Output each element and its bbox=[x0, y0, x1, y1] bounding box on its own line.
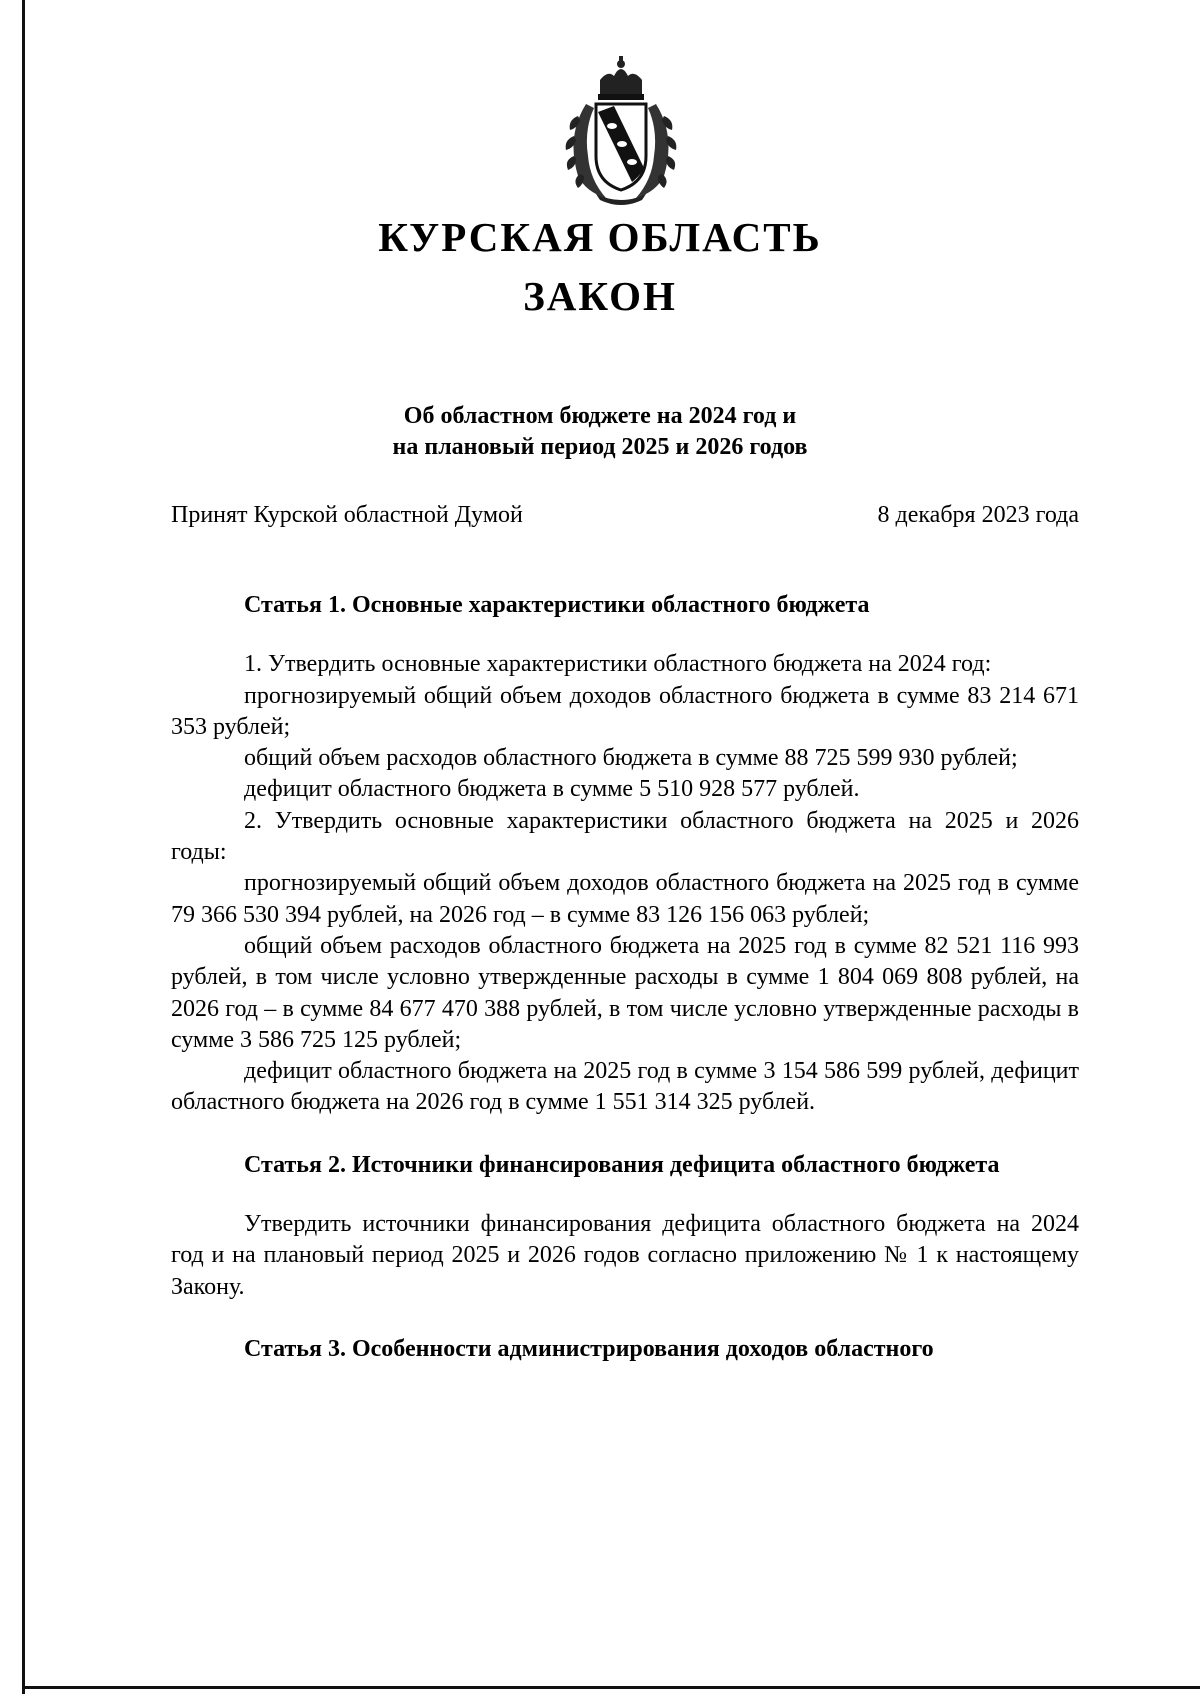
law-name bbox=[0, 401, 1200, 463]
article-1-paragraph: прогнозируемый общий объем доходов областного бюджета в сумме 83 214 671 353 рублей; bbox=[171, 682, 1079, 740]
region-title: КУРСКАЯ ОБЛАСТЬ bbox=[378, 214, 822, 260]
document-body bbox=[171, 590, 1079, 1365]
article-2-paragraph: Утвердить источники финансирования дефицита областного бюджета на 2024 год и на плановый период 2025 и 2026 годов согласно приложению № 1 к настоящему Закону. bbox=[171, 1211, 1079, 1300]
coat-of-arms-icon bbox=[556, 56, 686, 206]
article-1-paragraph: дефицит областного бюджета на 2025 год в сумме 3 154 586 599 рублей, дефицит областного бюджета на 2026 год в сумме 1 551 314 325 рублей. bbox=[171, 1058, 1079, 1116]
adoption-date: 8 декабря 2023 года bbox=[877, 502, 1079, 528]
article-1-paragraph: 1. Утвердить основные характеристики областного бюджета на 2024 год: bbox=[244, 651, 992, 678]
article-1-paragraph: прогнозируемый общий объем доходов областного бюджета на 2025 год в сумме 79 366 530 394 рублей, на 2026 год – в сумме 83 126 156 063 рублей; bbox=[171, 870, 1079, 928]
article-1-paragraph: общий объем расходов областного бюджета на 2025 год в сумме 82 521 116 993 рублей, в том числе условно утвержденные расходы в сумме 1 804 069 808 рублей, на 2026 год – в сумме 84 677 470 388 рублей, в том числе условно утвержденные расходы в сумме 3 586 725 125 рублей; bbox=[171, 932, 1079, 1053]
article-3-heading: Статья 3. Особенности администрирования доходов областного bbox=[244, 1335, 934, 1362]
article-1-paragraph: 2. Утвердить основные характеристики областного бюджета на 2025 и 2026 годы: bbox=[171, 807, 1079, 866]
article-2-heading: Статья 2. Источники финансирования дефицита областного бюджета bbox=[244, 1151, 1000, 1178]
document-type-title: ЗАКОН bbox=[523, 273, 677, 319]
law-name-line-1: Об областном бюджете на 2024 год и bbox=[403, 403, 797, 429]
page-bottom-border bbox=[22, 1686, 1200, 1689]
adopted-by: Принят Курской областной Думой bbox=[171, 502, 523, 528]
article-1-paragraph: общий объем расходов областного бюджета в сумме 88 725 599 930 рублей; bbox=[244, 745, 1018, 772]
article-1-heading: Статья 1. Основные характеристики областного бюджета bbox=[244, 592, 870, 618]
law-name-line-2: на плановый период 2025 и 2026 годов bbox=[392, 434, 808, 460]
article-1-paragraph: дефицит областного бюджета в сумме 5 510 928 577 рублей. bbox=[244, 776, 860, 803]
